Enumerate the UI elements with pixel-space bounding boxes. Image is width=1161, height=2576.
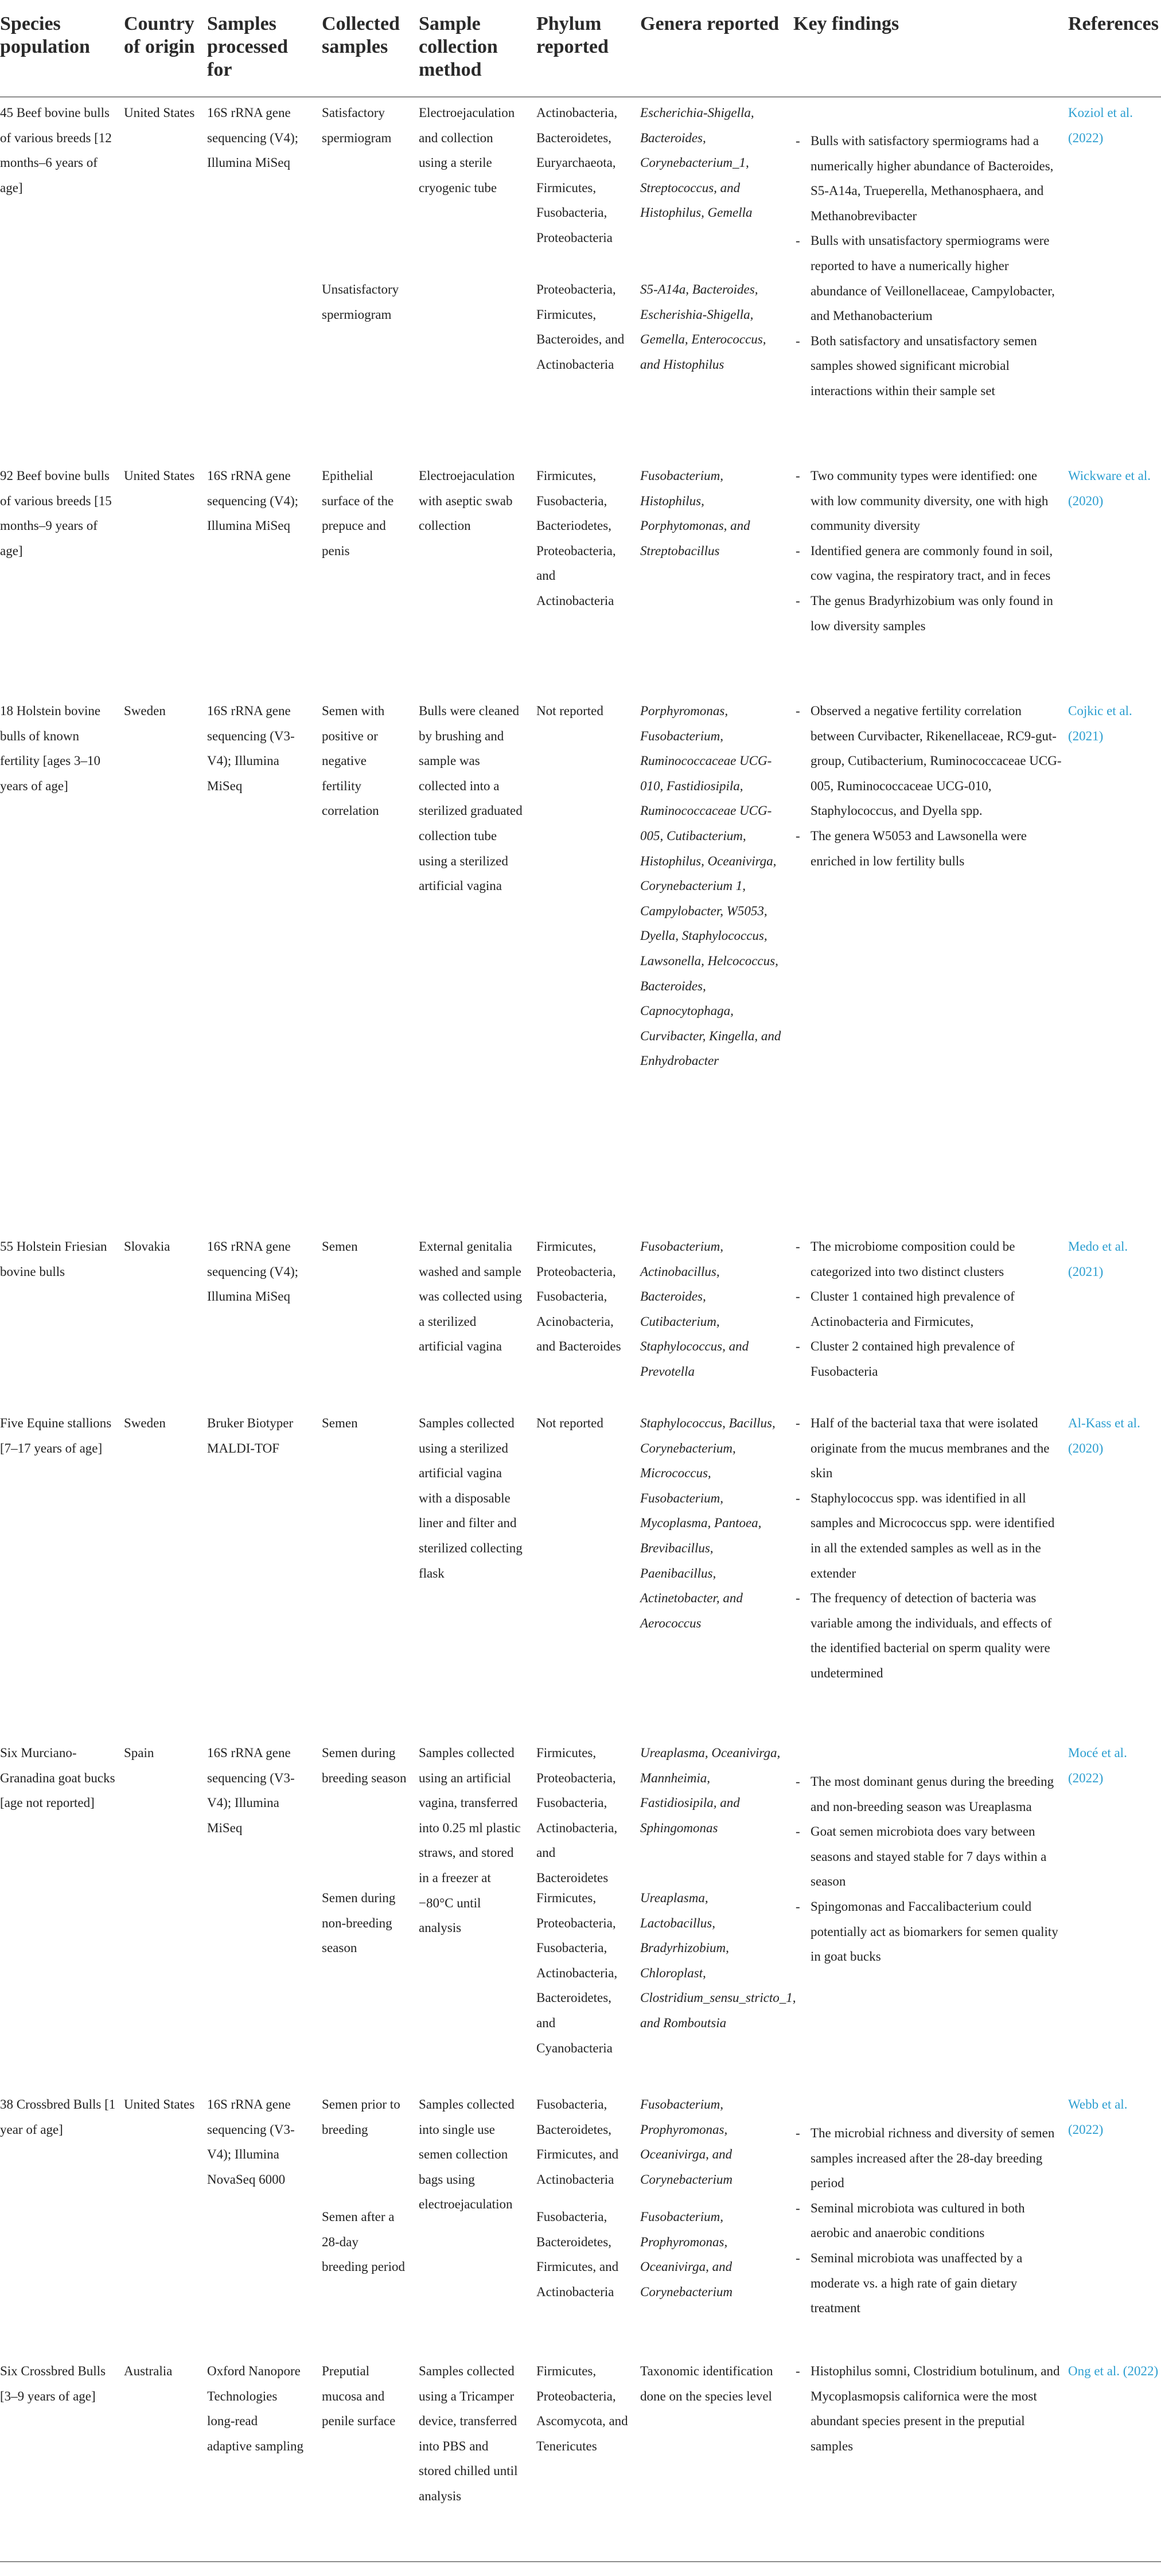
genera-reported-cell: Fusobacterium, Actinobacillus, Bacteroides, Cutibacterium, Staphylococcus, and Prevotella: [640, 1239, 749, 1379]
key-findings-list: [793, 2121, 1063, 2321]
country-of-origin-cell: Sweden: [124, 704, 166, 718]
key-findings-cell: [793, 1411, 1063, 1686]
reference-link[interactable]: Medo et al. (2021): [1068, 1239, 1128, 1279]
genera-reported-cell: Ureaplasma, Lactobacillus, Bradyrhizobium, Chloroplast, Clostridium_sensu_stricto_1, and Romboutsia: [640, 1891, 796, 2030]
collected-samples-cell: Semen with positive or negative fertility correlation: [322, 704, 385, 818]
reference-link[interactable]: Koziol et al. (2022): [1068, 106, 1133, 145]
col-header-method: Sample collection method: [419, 13, 498, 80]
collected-samples-cell: Satisfactory spermiogram: [322, 106, 392, 145]
key-findings-cell: [793, 698, 1063, 873]
key-finding-item: - The microbial richness and diversity of semen samples increased after the 28-day breeding period: [793, 2121, 1063, 2196]
key-finding-item: - The genera W5053 and Lawsonella were enriched in low fertility bulls: [793, 823, 1063, 873]
key-findings-cell: [793, 1769, 1063, 1969]
key-finding-item: - The most dominant genus during the breeding and non-breeding season was Ureaplasma: [793, 1769, 1063, 1819]
samples-processed-cell: 16S rRNA gene sequencing (V4); Illumina MiSeq: [207, 1239, 299, 1304]
country-of-origin-cell: Australia: [124, 2364, 173, 2378]
col-header-species: Species population: [0, 13, 90, 57]
key-finding-item: - Identified genera are commonly found in soil, cow vagina, the respiratory tract, and in feces: [793, 538, 1063, 588]
reference-link[interactable]: Ong et al. (2022): [1068, 2364, 1159, 2378]
key-finding-item: - Staphylococcus spp. was identified in all samples and Micrococcus spp. were identified in all the extended samples as well as in the extender: [793, 1486, 1063, 1586]
key-finding-item: - The frequency of detection of bacteria was variable among the individuals, and effects of the identified bacterial on sperm quality were undetermined: [793, 1586, 1063, 1685]
species-population-cell: 55 Holstein Friesian bovine bulls: [0, 1239, 107, 1279]
key-finding-item: - Seminal microbiota was unaffected by a moderate vs. a high rate of gain dietary treatment: [793, 2246, 1063, 2321]
reference-link[interactable]: Mocé et al. (2022): [1068, 1746, 1127, 1785]
key-finding-item: - The microbiome composition could be categorized into two distinct clusters: [793, 1234, 1063, 1284]
country-of-origin-cell: United States: [124, 2097, 195, 2111]
key-finding-item: - Histophilus somni, Clostridium botulinum, and Mycoplasmopsis californica were the most abundant species present in the preputial samples: [793, 2359, 1063, 2458]
samples-processed-cell: Oxford Nanopore Technologies long-read adaptive sampling: [207, 2364, 303, 2453]
collected-samples-cell: Preputial mucosa and penile surface: [322, 2364, 396, 2429]
key-findings-cell: [793, 2121, 1063, 2321]
phylum-reported-cell: Fusobacteria, Bacteroidetes, Firmicutes, and Actinobacteria: [536, 2210, 619, 2299]
key-findings-cell: [793, 1234, 1063, 1384]
collected-samples-cell: Semen during breeding season: [322, 1746, 407, 1785]
phylum-reported-cell: Proteobacteria, Firmicutes, Bacteroides, and Actinobacteria: [536, 282, 625, 372]
key-finding-item: - Observed a negative fertility correlation between Curvibacter, Rikenellaceae, RC9-gut-group, Cutibacterium, Ruminococcaceae UCG-005, Ruminococcaceae UCG-010, Staphylococcus, and Dyella spp.: [793, 698, 1063, 823]
key-findings-cell: [793, 2359, 1063, 2458]
genera-reported-cell: Ureaplasma, Oceanivirga, Mannheimia, Fastidiosipila, and Sphingomonas: [640, 1746, 781, 1835]
species-population-cell: 18 Holstein bovine bulls of known fertility [ages 3–10 years of age]: [0, 704, 101, 793]
reference-link[interactable]: Cojkic et al. (2021): [1068, 704, 1132, 743]
col-header-phylum: Phylum reported: [536, 13, 609, 57]
species-population-cell: 45 Beef bovine bulls of various breeds [12 months–6 years of age]: [0, 106, 112, 195]
species-population-cell: Five Equine stallions [7–17 years of age]: [0, 1416, 112, 1455]
collected-samples-cell: Semen after a 28-day breeding period: [322, 2210, 405, 2274]
samples-processed-cell: 16S rRNA gene sequencing (V3-V4); Illumina MiSeq: [207, 704, 295, 793]
phylum-reported-cell: Firmicutes, Proteobacteria, Ascomycota, and Tenericutes: [536, 2364, 628, 2453]
key-findings-list: [793, 1769, 1063, 1969]
key-findings-list: [793, 698, 1063, 873]
collected-samples-cell: Semen: [322, 1239, 358, 1254]
key-finding-item: - Cluster 1 contained high prevalence of Actinobacteria and Firmicutes,: [793, 1284, 1063, 1334]
col-header-references: References: [1068, 13, 1159, 34]
collection-method-cell: Electroejaculation and collection using a sterile cryogenic tube: [419, 106, 515, 195]
phylum-reported-cell: Not reported: [536, 1416, 603, 1430]
genera-reported-cell: Taxonomic identification done on the species level: [640, 2364, 773, 2403]
collection-method-cell: Electroejaculation with aseptic swab collection: [419, 469, 515, 533]
phylum-reported-cell: Actinobacteria, Bacteroidetes, Euryarchaeota, Firmicutes, Fusobacteria, Proteobacteria: [536, 106, 618, 245]
country-of-origin-cell: Slovakia: [124, 1239, 170, 1254]
collection-method-cell: Samples collected into single use semen collection bags using electroejaculation: [419, 2097, 515, 2212]
col-header-findings: Key findings: [793, 13, 899, 34]
genera-reported-cell: Fusobacterium, Histophilus, Porphytomonas, and Streptobacillus: [640, 469, 750, 558]
phylum-reported-cell: Firmicutes, Proteobacteria, Fusobacteria, Acinobacteria, and Bacteroides: [536, 1239, 621, 1354]
genera-reported-cell: Staphylococcus, Bacillus, Corynebacterium, Micrococcus, Fusobacterium, Mycoplasma, Pantoea, Brevibacillus, Paenibacillus, Actinetobacter, and Aerococcus: [640, 1416, 776, 1630]
table-bottom-rule: [0, 2561, 1161, 2562]
species-population-cell: 38 Crossbred Bulls [1 year of age]: [0, 2097, 116, 2137]
key-finding-item: - Seminal microbiota was cultured in both aerobic and anaerobic conditions: [793, 2196, 1063, 2246]
collection-method-cell: Samples collected using an artificial vagina, transferred into 0.25 ml plastic straws, and stored in a freezer at −80°C until analysis: [419, 1746, 521, 1935]
genera-reported-cell: Porphyromonas, Fusobacterium, Ruminococcaceae UCG-010, Fastidiosipila, Ruminococcaceae UCG-005, Cutibacterium, Histophilus, Oceanivirga, Corynebacterium 1, Campylobacter, W5053, Dyella, Staphylococcus, Lawsonella, Helcococcus, Bacteroides, Capnocytophaga, Curvibacter, Kingella, and Enhydrobacter: [640, 704, 781, 1068]
col-header-samples: Samples processed for: [207, 13, 289, 80]
key-finding-item: - Bulls with satisfactory spermiograms had a numerically higher abundance of Bacteroides, S5-A14a, Trueperella, Methanosphaera, and Methanobrevibacter: [793, 128, 1063, 228]
key-finding-item: - Goat semen microbiota does vary between seasons and stayed stable for 7 days within a season: [793, 1819, 1063, 1894]
genera-reported-cell: S5-A14a, Bacteroides, Escherishia-Shigella, Gemella, Enterococcus, and Histophilus: [640, 282, 766, 372]
key-findings-list: [793, 2359, 1063, 2458]
reference-link[interactable]: Webb et al. (2022): [1068, 2097, 1128, 2137]
key-findings-cell: [793, 463, 1063, 638]
species-population-cell: 92 Beef bovine bulls of various breeds [15 months–9 years of age]: [0, 469, 112, 558]
key-finding-item: - Bulls with unsatisfactory spermiograms were reported to have a numerically higher abundance of Veillonellaceae, Campylobacter, and Methanobacterium: [793, 228, 1063, 328]
reference-link[interactable]: Al-Kass et al. (2020): [1068, 1416, 1140, 1455]
genera-reported-cell: Fusobacterium, Prophyromonas, Oceanivirga, and Corynebacterium: [640, 2097, 733, 2187]
country-of-origin-cell: Sweden: [124, 1416, 166, 1430]
collected-samples-cell: Epithelial surface of the prepuce and penis: [322, 469, 394, 558]
collection-method-cell: Samples collected using a sterilized artificial vagina with a disposable liner and filter and sterilized collecting flask: [419, 1416, 523, 1580]
key-finding-item: - Cluster 2 contained high prevalence of Fusobacteria: [793, 1334, 1063, 1384]
collected-samples-cell: Semen during non-breeding season: [322, 1891, 396, 1956]
key-findings-list: [793, 128, 1063, 404]
phylum-reported-cell: Firmicutes, Fusobacteria, Bacteriodetes, Proteobacteria, and Actinobacteria: [536, 469, 616, 608]
samples-processed-cell: 16S rRNA gene sequencing (V4); Illumina MiSeq: [207, 469, 299, 533]
phylum-reported-cell: Not reported: [536, 704, 603, 718]
header-divider: [0, 96, 1161, 97]
country-of-origin-cell: Spain: [124, 1746, 154, 1760]
col-header-collected: Collected samples: [322, 13, 400, 57]
key-finding-item: - Half of the bacterial taxa that were isolated originate from the mucus membranes and the skin: [793, 1411, 1063, 1486]
samples-processed-cell: 16S rRNA gene sequencing (V3-V4); Illumina MiSeq: [207, 1746, 295, 1835]
col-header-genera: Genera reported: [640, 13, 780, 34]
phylum-reported-cell: Firmicutes, Proteobacteria, Fusobacteria, Actinobacteria, and Bacteroidetes: [536, 1746, 618, 1885]
phylum-reported-cell: Fusobacteria, Bacteroidetes, Firmicutes, and Actinobacteria: [536, 2097, 619, 2187]
collection-method-cell: Bulls were cleaned by brushing and sample was collected into a sterilized graduated collection tube using a sterilized artificial vagina: [419, 704, 523, 893]
key-findings-list: [793, 1411, 1063, 1686]
genera-reported-cell: Escherichia-Shigella, Bacteroides, Corynebacterium_1, Streptococcus, and Histophilus, Gemella: [640, 106, 754, 220]
key-finding-item: - Both satisfactory and unsatisfactory semen samples showed significant microbial interactions within their sample set: [793, 329, 1063, 404]
col-header-country: Country of origin: [124, 13, 195, 57]
key-findings-list: [793, 1234, 1063, 1384]
species-population-cell: Six Crossbred Bulls [3–9 years of age]: [0, 2364, 106, 2403]
key-finding-item: - Two community types were identified: one with low community diversity, one with high community diversity: [793, 463, 1063, 538]
key-findings-list: [793, 463, 1063, 638]
collected-samples-cell: Semen: [322, 1416, 358, 1430]
collection-method-cell: Samples collected using a Tricamper device, transferred into PBS and stored chilled until analysis: [419, 2364, 518, 2503]
country-of-origin-cell: United States: [124, 106, 195, 120]
key-findings-cell: [793, 128, 1063, 404]
collected-samples-cell: Semen prior to breeding: [322, 2097, 400, 2137]
collected-samples-cell: Unsatisfactory spermiogram: [322, 282, 399, 322]
species-population-cell: Six Murciano-Granadina goat bucks [age not reported]: [0, 1746, 115, 1810]
genera-reported-cell: Fusobacterium, Prophyromonas, Oceanivirga, and Corynebacterium: [640, 2210, 733, 2299]
key-finding-item: - Spingomonas and Faccalibacterium could potentially act as biomarkers for semen quality in goat bucks: [793, 1894, 1063, 1969]
key-finding-item: - The genus Bradyrhizobium was only found in low diversity samples: [793, 588, 1063, 638]
samples-processed-cell: Bruker Biotyper MALDI-TOF: [207, 1416, 294, 1455]
phylum-reported-cell: Firmicutes, Proteobacteria, Fusobacteria, Actinobacteria, Bacteroidetes, and Cyanobacteria: [536, 1891, 618, 2055]
collection-method-cell: External genitalia washed and sample was collected using a sterilized artificial vagina: [419, 1239, 523, 1354]
samples-processed-cell: 16S rRNA gene sequencing (V3-V4); Illumina NovaSeq 6000: [207, 2097, 295, 2187]
samples-processed-cell: 16S rRNA gene sequencing (V4); Illumina MiSeq: [207, 106, 299, 170]
reference-link[interactable]: Wickware et al. (2020): [1068, 469, 1151, 508]
country-of-origin-cell: United States: [124, 469, 195, 483]
